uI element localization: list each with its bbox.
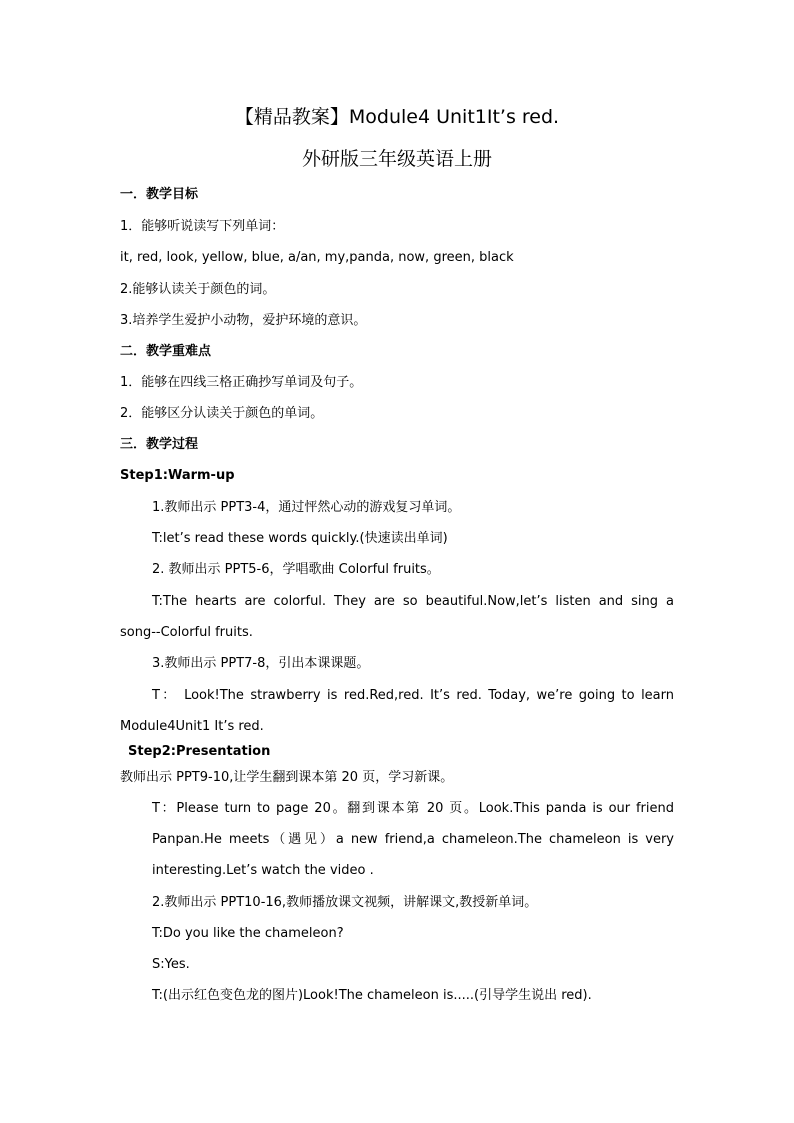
step2-heading: Step2:Presentation (128, 744, 271, 759)
step1-paragraph-1: 1.教师出示 PPT3-4，通过怦然心动的游戏复习单词。 (152, 500, 461, 515)
section-heading-objectives: 一．教学目标 (120, 187, 199, 202)
objective-item-2: 2.能够认读关于颜色的词。 (120, 282, 276, 297)
step1-paragraph-6-line-1: T： Look!The strawberry is red.Red,red. It’s red. Today, we’re going to learn (152, 688, 674, 703)
step2-paragraph-5: S:Yes. (152, 957, 190, 972)
step1-paragraph-4-line-1: T:The hearts are colorful. They are so beautiful.Now,let’s listen and sing a (152, 594, 674, 609)
step2-paragraph-3: 2.教师出示 PPT10-16,教师播放课文视频，讲解课文,教授新单词。 (152, 895, 538, 910)
step2-paragraph-1: 教师出示 PPT9-10,让学生翻到课本第 20 页，学习新课。 (120, 770, 454, 785)
key-point-1: 1．能够在四线三格正确抄写单词及句子。 (120, 375, 363, 390)
section-heading-key-points: 二．教学重难点 (120, 344, 212, 359)
step1-paragraph-2: T:let’s read these words quickly.(快速读出单词) (152, 531, 448, 546)
objective-item-3: 3.培养学生爱护小动物，爱护环境的意识。 (120, 313, 367, 328)
objective-item-1: 1．能够听说读写下列单词： (120, 219, 285, 234)
step1-paragraph-5: 3.教师出示 PPT7-8，引出本课课题。 (152, 656, 370, 671)
section-heading-process: 三．教学过程 (120, 437, 199, 452)
step2-paragraph-2-line-3: interesting.Let’s watch the video . (152, 863, 374, 878)
step1-paragraph-6-line-2: Module4Unit1 It’s red. (120, 719, 264, 734)
step2-paragraph-2-line-1: T：Please turn to page 20。翻到课本第 20 页。Look.This panda is our friend (152, 801, 674, 816)
vocabulary-list: it, red, look, yellow, blue, a/an, my,panda, now, green, black (120, 250, 514, 265)
document-subtitle: 外研版三年级英语上册 (301, 148, 492, 170)
document-title: 【精品教案】Module4 Unit1It’s red. (234, 106, 560, 128)
step1-heading: Step1:Warm-up (120, 468, 235, 483)
step2-paragraph-4: T:Do you like the chameleon? (152, 926, 344, 941)
step1-paragraph-3: 2. 教师出示 PPT5-6，学唱歌曲 Colorful fruits。 (152, 562, 440, 577)
step2-paragraph-2-line-2: Panpan.He meets（遇见）a new friend,a chameleon.The chameleon is very (152, 832, 674, 847)
key-point-2: 2．能够区分认读关于颜色的单词。 (120, 406, 324, 421)
step2-paragraph-6: T:(出示红色变色龙的图片)Look!The chameleon is.....(引导学生说出 red). (152, 988, 592, 1003)
step1-paragraph-4-line-2: song--Colorful fruits. (120, 625, 253, 640)
